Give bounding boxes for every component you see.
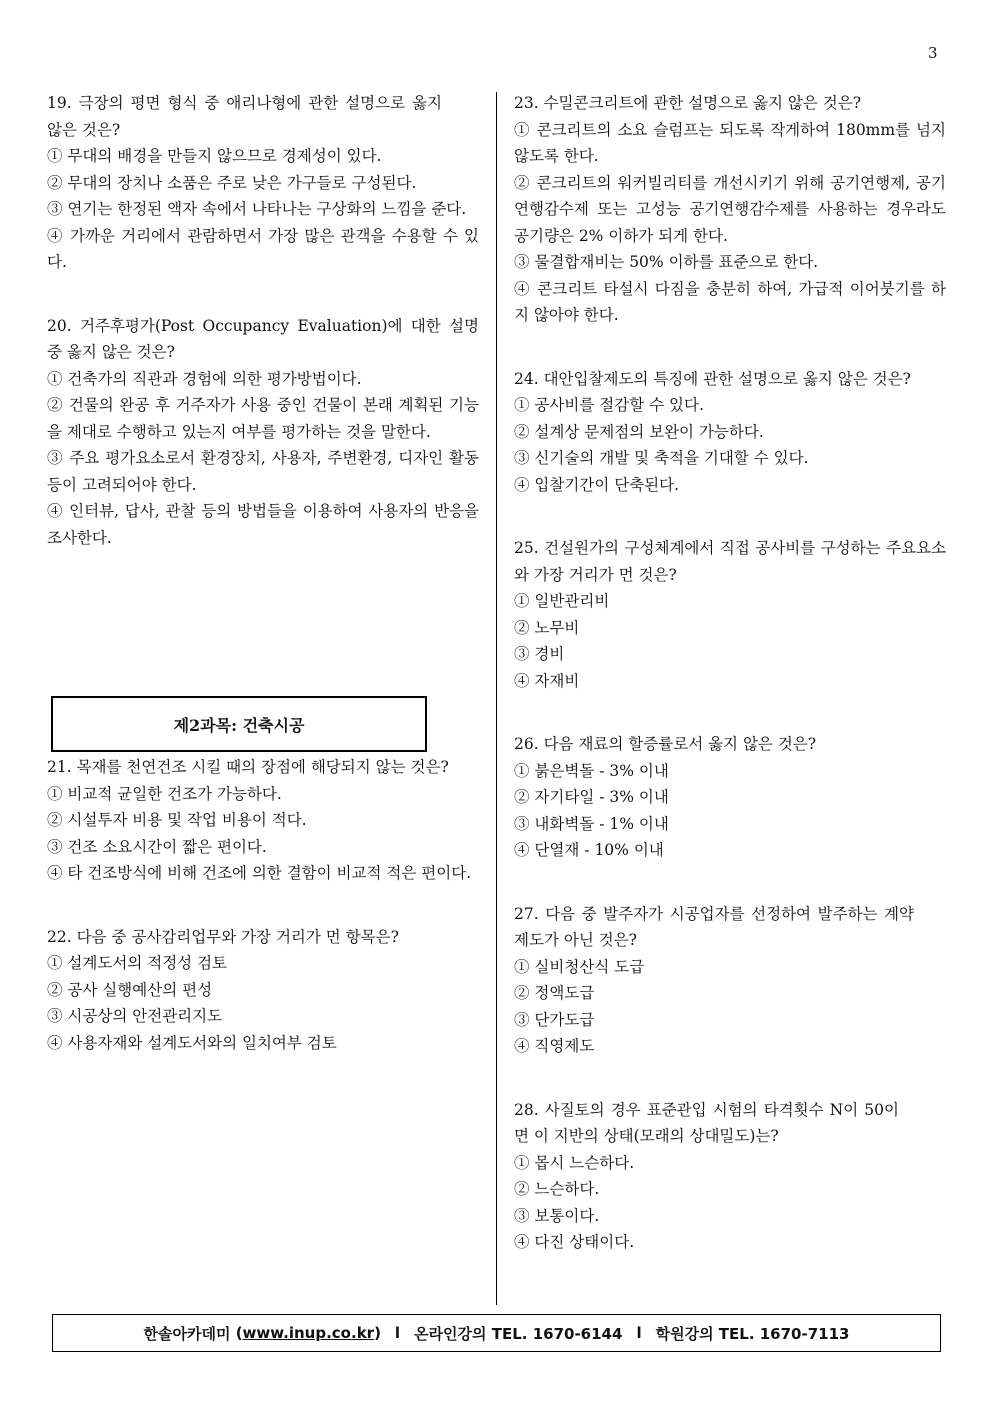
option-3: ③ 신기술의 개발 및 축적을 기대할 수 있다. — [514, 449, 809, 467]
footer-separator: l — [394, 1324, 401, 1342]
option-2: ② 노무비 — [514, 618, 580, 637]
footer-separator: l — [636, 1324, 642, 1342]
option-2: ② 시설투자 비용 및 작업 비용이 적다. — [47, 811, 307, 829]
option-4: ④ 가까운 거리에서 관람하면서 가장 많은 관객을 수용할 수 있다. — [47, 226, 479, 271]
option-4: ④ 자재비 — [514, 671, 580, 690]
question-stem: 28. 사질토의 경우 표준관입 시험의 타격횟수 N이 50이면 이 지반의 상태(모래의 상대밀도)는? — [514, 1100, 899, 1145]
option-4: ④ 콘크리트 타설시 다짐을 충분히 하여, 가급적 이어붓기를 하지 않아야 한다. — [514, 279, 946, 324]
question-stem: 19. 극장의 평면 형식 중 애리나형에 관한 설명으로 옳지 않은 것은? — [47, 94, 442, 139]
question-19 — [47, 90, 479, 276]
option-3: ③ 건조 소요시간이 짧은 편이다. — [47, 837, 267, 856]
option-3: ③ 시공상의 안전관리지도 — [47, 1007, 223, 1025]
option-2: ② 자기타일 - 3% 이내 — [514, 788, 669, 806]
option-3: ③ 주요 평가요소로서 환경장치, 사용자, 주변환경, 디자인 활동 등이 고려되어야 한다. — [47, 449, 479, 494]
option-2: ② 건물의 완공 후 거주자가 사용 중인 건물이 본래 계획된 기능을 제대로 수행하고 있는지 여부를 평가하는 것을 말한다. — [47, 396, 479, 441]
section-title: 제2과목: 건축시공 — [51, 696, 427, 752]
question-21 — [47, 754, 479, 887]
option-1: ① 붉은벽돌 - 3% 이내 — [514, 761, 669, 780]
footer-online-phone: 온라인강의 TEL. 1670-6144 — [414, 1324, 623, 1343]
option-1: ① 공사비를 절감할 수 있다. — [514, 396, 704, 414]
option-4: ④ 입찰기간이 단축된다. — [514, 475, 680, 494]
option-3: ③ 연기는 한정된 액자 속에서 나타나는 구상화의 느낌을 준다. — [47, 200, 467, 218]
question-24 — [514, 366, 946, 499]
option-2: ② 설계상 문제점의 보완이 가능하다. — [514, 422, 764, 441]
question-stem: 24. 대안입찰제도의 특징에 관한 설명으로 옳지 않은 것은? — [514, 369, 911, 388]
option-3: ③ 경비 — [514, 645, 565, 663]
option-3: ③ 보통이다. — [514, 1206, 600, 1225]
question-stem: 20. 거주후평가(Post Occupancy Evaluation)에 대한 설명 중 옳지 않은 것은? — [47, 316, 479, 361]
question-20 — [47, 313, 479, 552]
option-1: ① 실비청산식 도급 — [514, 957, 645, 976]
option-1: ① 콘크리트의 소요 슬럼프는 되도록 작게하여 180mm를 넘지 않도록 한다. — [514, 120, 946, 165]
option-2: ② 공사 실행예산의 편성 — [47, 980, 213, 999]
option-4: ④ 타 건조방식에 비해 건조에 의한 결함이 비교적 적은 편이다. — [47, 864, 472, 882]
page-number: 3 — [928, 44, 938, 62]
question-stem: 23. 수밀콘크리트에 관한 설명으로 옳지 않은 것은? — [514, 94, 862, 112]
question-stem: 25. 건설원가의 구성체계에서 직접 공사비를 구성하는 주요요소와 가장 거리가 먼 것은? — [514, 539, 946, 584]
question-stem: 26. 다음 재료의 할증률로서 옳지 않은 것은? — [514, 735, 817, 753]
left-column — [47, 90, 479, 1056]
right-column — [514, 90, 946, 1256]
option-4: ④ 인터뷰, 답사, 관찰 등의 방법들을 이용하여 사용자의 반응을 조사한다. — [47, 502, 479, 547]
question-28 — [514, 1097, 946, 1256]
footer-academy-phone: 학원강의 TEL. 1670-7113 — [655, 1324, 850, 1343]
question-stem: 27. 다음 중 발주자가 시공업자를 선정하여 발주하는 계약제도가 아닌 것은? — [514, 904, 914, 949]
option-1: ① 비교적 균일한 건조가 가능하다. — [47, 784, 282, 803]
option-4: ④ 다진 상태이다. — [514, 1233, 635, 1251]
footer-banner: 한솔아카데미 ( www.inup.co.kr ) l 온라인강의 TEL. 1670-6144 l 학원강의 TEL. 1670-7113 — [52, 1314, 941, 1352]
option-2: ② 느슨하다. — [514, 1180, 600, 1198]
question-stem: 21. 목재를 천연건조 시킬 때의 장점에 해당되지 않는 것은? — [47, 758, 449, 776]
option-1: ① 일반관리비 — [514, 592, 610, 610]
option-1: ① 무대의 배경을 만들지 않으므로 경제성이 있다. — [47, 147, 382, 165]
footer-website-link[interactable]: www.inup.co.kr — [242, 1324, 375, 1342]
question-25 — [514, 535, 946, 694]
option-3: ③ 물결합재비는 50% 이하를 표준으로 한다. — [514, 253, 819, 271]
option-4: ④ 사용자재와 설계도서와의 일치여부 검토 — [47, 1033, 337, 1052]
option-4: ④ 단열재 - 10% 이내 — [514, 841, 664, 859]
option-3: ③ 내화벽돌 - 1% 이내 — [514, 814, 669, 833]
question-26 — [514, 731, 946, 864]
column-divider — [496, 92, 497, 1305]
option-2: ② 콘크리트의 워커빌리티를 개선시키기 위해 공기연행제, 공기연행감수제 또는 고성능 공기연행감수제를 사용하는 경우라도 공기량은 2% 이하가 되게 한다. — [514, 173, 946, 245]
footer-brand: 한솔아카데미 — [143, 1324, 231, 1343]
option-1: ① 건축가의 직관과 경험에 의한 평가방법이다. — [47, 369, 362, 388]
option-1: ① 몹시 느슨하다. — [514, 1153, 635, 1172]
question-22 — [47, 924, 479, 1057]
question-27 — [514, 901, 946, 1060]
option-4: ④ 직영제도 — [514, 1037, 595, 1055]
question-stem: 22. 다음 중 공사감리업무와 가장 거리가 먼 항목은? — [47, 927, 399, 946]
option-2: ② 무대의 장치나 소품은 주로 낮은 가구들로 구성된다. — [47, 173, 417, 192]
option-1: ① 설계도서의 적정성 검토 — [47, 954, 228, 972]
question-23 — [514, 90, 946, 329]
option-3: ③ 단가도급 — [514, 1010, 595, 1029]
option-2: ② 정액도급 — [514, 984, 595, 1002]
